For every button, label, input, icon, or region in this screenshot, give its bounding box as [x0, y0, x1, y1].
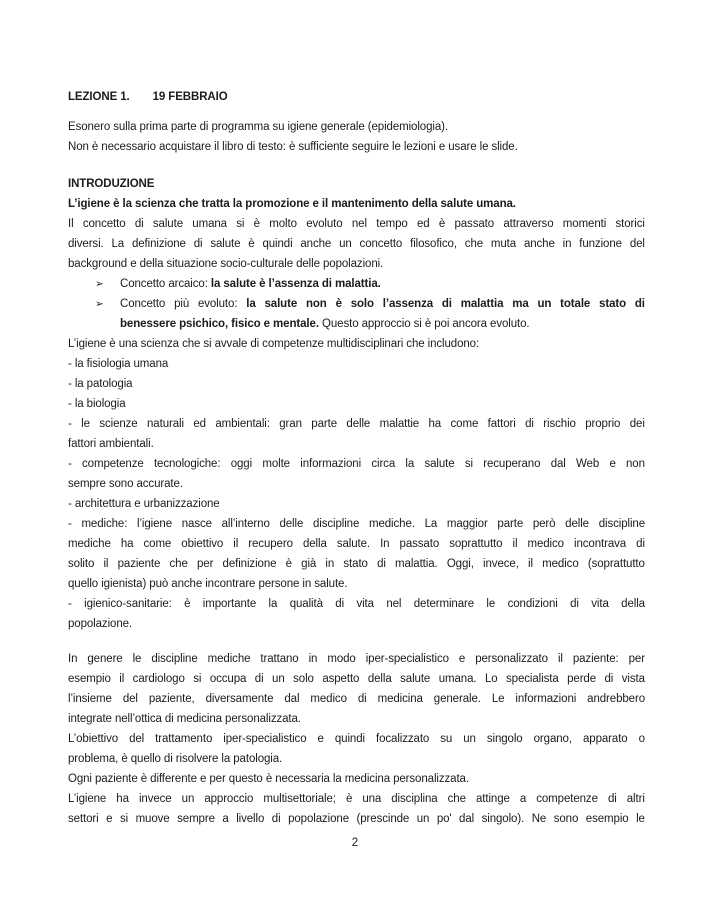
concetto-arcaico-item: [68, 274, 645, 294]
patologia-item: [68, 374, 645, 394]
arrow-bullet-icon: ➢: [95, 298, 104, 310]
page-number: 2: [351, 837, 359, 849]
scienze-naturali-item-line: - le scienze naturali ed ambientali: gran parte delle malattie ha come fattori di rischio proprio dei: [68, 418, 645, 430]
mediche-item-line: quello igienista) può anche incontrare persone in salute.: [68, 578, 348, 590]
competenze-tecnologiche-item: [68, 454, 645, 494]
introduction-heading-line: INTRODUZIONE: [68, 178, 155, 190]
mediche-item-line: solito il paziente che per definizione è già in stato di malattia. Oggi, invece, il medico (soprattutto: [68, 558, 645, 570]
igiene-definition: [68, 194, 645, 214]
concetto-salute-para: [68, 214, 645, 274]
discipline-mediche-para-line: integrate nell’ottica di medicina personalizzata.: [68, 713, 301, 725]
concetto-evoluto-item-line: ➢ Concetto più evoluto: la salute non è solo l’assenza di malattia ma un totale stato di: [68, 294, 645, 314]
fisiologia-item-line: - la fisiologia umana: [68, 358, 169, 370]
fisiologia-item: [68, 354, 645, 374]
competenze-tecnologiche-item-line: - competenze tecnologiche: oggi molte informazioni circa la salute si recuperano dal Web e non: [68, 458, 645, 470]
competenze-intro-line: L’igiene è una scienza che si avvale di competenze multidisciplinari che includono:: [68, 338, 480, 350]
approccio-multisettoriale-para-line: settori e si muove sempre a livello di popolazione (prescinde un po' dal singolo). Ne sono esempio le: [68, 813, 645, 825]
concetto-evoluto-item-line: benessere psichico, fisico e mentale. Questo approccio si è poi ancora evoluto.: [120, 318, 530, 330]
approccio-multisettoriale-para: [68, 789, 645, 829]
medicina-personalizzata-para-line: Ogni paziente è differente e per questo è necessaria la medicina personalizzata.: [68, 773, 469, 785]
concetto-salute-para-line: background e della situazione socio-culturale delle popolazioni.: [68, 258, 384, 270]
obiettivo-para-line: problema, è quello di risolvere la patologia.: [68, 753, 283, 765]
competenze-tecnologiche-item-line: sempre sono accurate.: [68, 478, 183, 490]
mediche-item-line: - mediche: l’igiene nasce all’interno delle discipline mediche. La maggior parte però delle discipline: [68, 518, 645, 530]
biologia-item-line: - la biologia: [68, 398, 126, 410]
concetto-salute-para-line: Il concetto di salute umana si è molto evoluto nel tempo ed è passato attraverso momenti storici: [68, 218, 645, 230]
concetto-evoluto-item: [68, 294, 645, 334]
competenze-intro: [68, 334, 645, 354]
discipline-mediche-para-line: esempio il cardiologo si occupa di un solo aspetto della salute umana. Lo specialista perde di vista: [68, 673, 645, 685]
approccio-multisettoriale-para-line: L’igiene ha invece un approccio multisettoriale; è una disciplina che attinge a competenze di altri: [68, 793, 645, 805]
mediche-item-line: mediche ha come obiettivo il recupero della salute. In passato soprattutto il medico incontrava di: [68, 538, 645, 550]
lesson-heading-line: LEZIONE 1. 19 FEBBRAIO: [68, 91, 228, 103]
esonero-note: [68, 117, 645, 137]
mediche-item: [68, 514, 645, 594]
obiettivo-para-line: L’obiettivo del trattamento iper-specialistico e quindi focalizzato su un singolo organo, apparato o: [68, 733, 645, 745]
esonero-note-line: Esonero sulla prima parte di programma su igiene generale (epidemiologia).: [68, 121, 448, 133]
discipline-mediche-para-line: In genere le discipline mediche trattano in modo iper-specialistico e personalizzato il paziente: per: [68, 653, 645, 665]
biologia-item: [68, 394, 645, 414]
obiettivo-para: [68, 729, 645, 769]
architettura-item: [68, 494, 645, 514]
concetto-salute-para-line: diversi. La definizione di salute è quindi anche un concetto filosofico, che muta anche in funzione del: [68, 238, 645, 250]
discipline-mediche-para: [68, 649, 645, 729]
igiene-definition-line: L’igiene è la scienza che tratta la promozione e il mantenimento della salute umana.: [68, 198, 516, 210]
medicina-personalizzata-para: [68, 769, 645, 789]
patologia-item-line: - la patologia: [68, 378, 133, 390]
scienze-naturali-item-line: fattori ambientali.: [68, 438, 154, 450]
lesson-heading: [68, 87, 645, 107]
textbook-note-line: Non è necessario acquistare il libro di testo: è sufficiente seguire le lezioni e usare le slide.: [68, 141, 518, 153]
discipline-mediche-para-line: l’insieme del paziente, diversamente dal medico di medicina generale. Le informazioni andrebbero: [68, 693, 645, 705]
igienico-sanitarie-item-line: popolazione.: [68, 618, 133, 630]
igienico-sanitarie-item: [68, 594, 645, 634]
igienico-sanitarie-item-line: - igienico-sanitarie: è importante la qualità di vita nel determinare le condizioni di vita della: [68, 598, 645, 610]
architettura-item-line: - architettura e urbanizzazione: [68, 498, 220, 510]
textbook-note: [68, 137, 645, 157]
introduction-heading: [68, 174, 645, 194]
scienze-naturali-item: [68, 414, 645, 454]
document-content: [68, 87, 645, 829]
concetto-arcaico-item-line: ➢ Concetto arcaico: la salute è l’assenza di malattia.: [68, 274, 645, 294]
arrow-bullet-icon: ➢: [95, 278, 104, 290]
